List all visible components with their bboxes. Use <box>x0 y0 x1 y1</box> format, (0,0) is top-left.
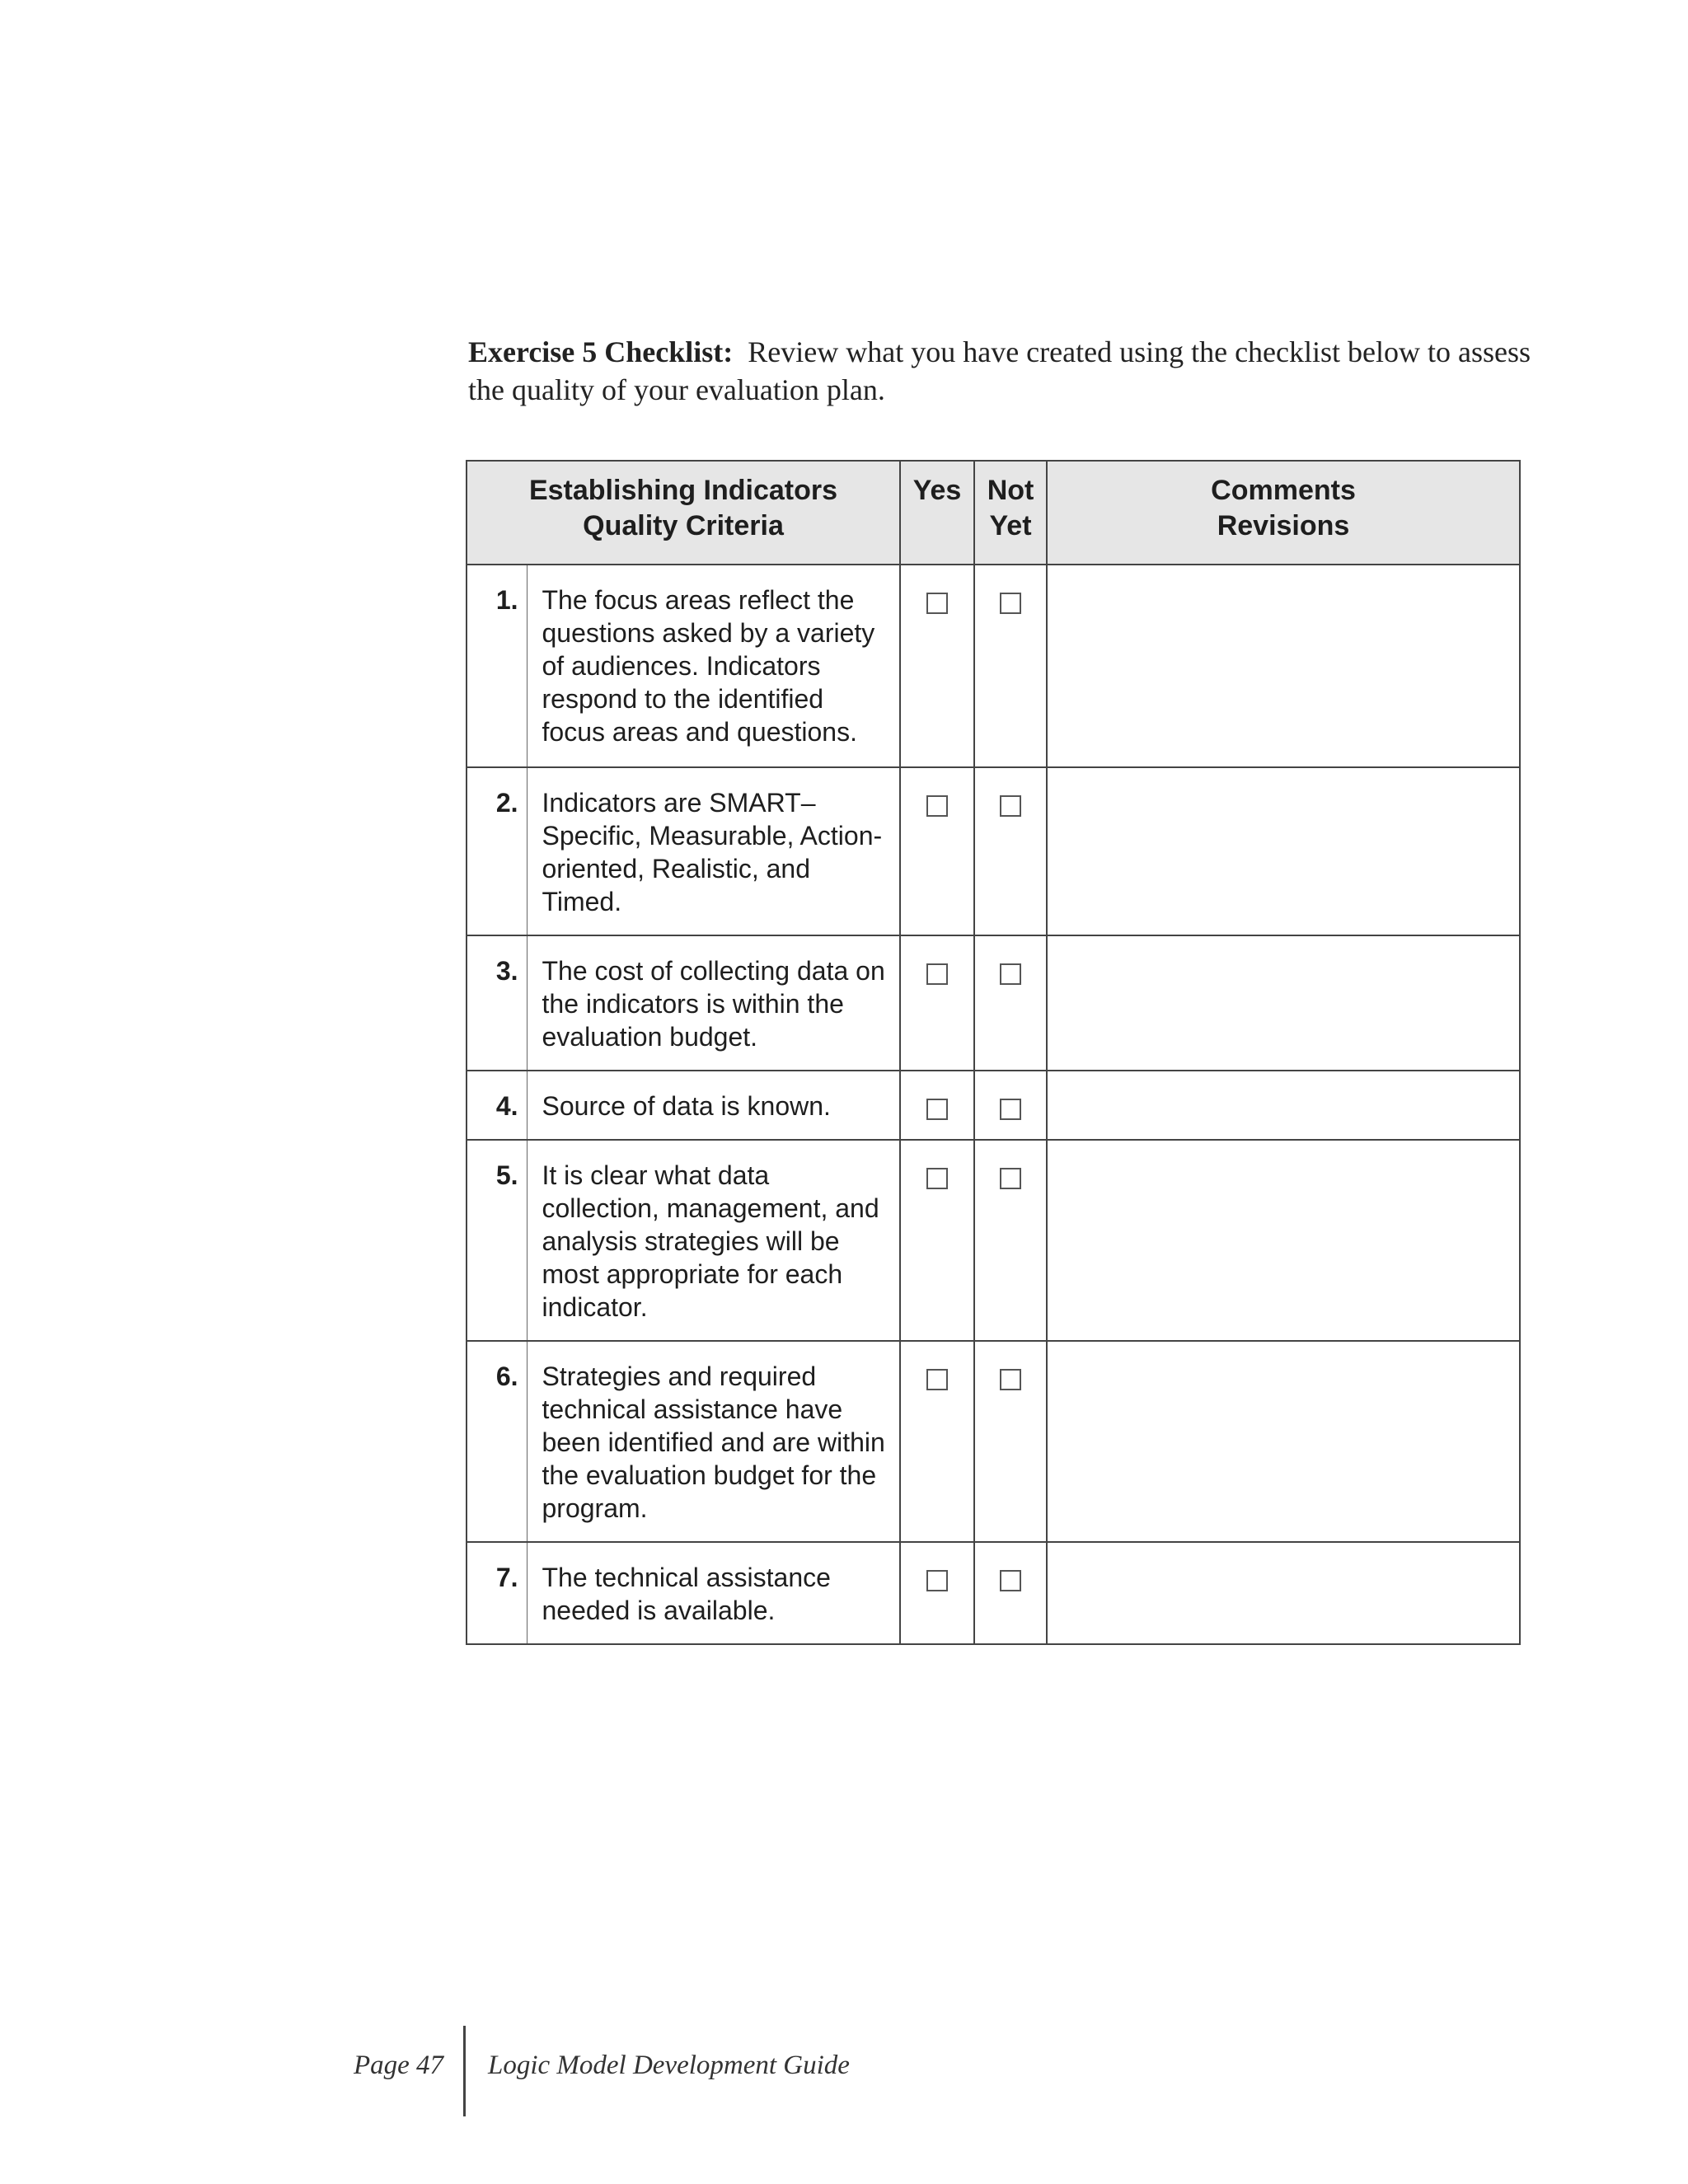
checklist-row <box>467 565 1520 767</box>
yes-cell <box>900 935 974 1071</box>
not-yet-checkbox[interactable] <box>1000 963 1021 985</box>
not-yet-checkbox[interactable] <box>1000 1369 1021 1390</box>
yes-checkbox[interactable] <box>926 963 948 985</box>
yes-checkbox[interactable] <box>926 1099 948 1120</box>
not-yet-checkbox[interactable] <box>1000 593 1021 614</box>
not-yet-column-header <box>974 461 1047 565</box>
not-yet-checkbox[interactable] <box>1000 795 1021 817</box>
yes-cell <box>900 1542 974 1644</box>
exercise-instructions: Review what you have created using the checklist below to assess the quality of your evaluation plan. <box>468 335 1531 406</box>
checklist-row <box>467 1341 1520 1542</box>
not-yet-cell <box>974 1071 1047 1140</box>
yes-header-label: Yes <box>912 475 962 506</box>
criteria-column-header <box>467 461 900 565</box>
not-yet-cell <box>974 767 1047 935</box>
not-yet-checkbox[interactable] <box>1000 1570 1021 1591</box>
yes-checkbox[interactable] <box>926 1168 948 1189</box>
not-yet-header-line1: Not <box>987 475 1034 506</box>
criterion-text: Source of data is known. <box>527 1071 900 1140</box>
comments-header-line1: Comments <box>1211 475 1356 506</box>
not-yet-cell <box>974 1542 1047 1644</box>
page-number: Page 47 <box>353 2050 443 2080</box>
document-title: Logic Model Development Guide <box>488 2050 850 2080</box>
not-yet-checkbox[interactable] <box>1000 1168 1021 1189</box>
checklist-row <box>467 935 1520 1071</box>
checklist-body <box>467 565 1520 1644</box>
page-footer <box>0 2026 1688 2116</box>
checklist-row <box>467 1542 1520 1644</box>
not-yet-cell <box>974 935 1047 1071</box>
criterion-number: 2. <box>467 767 527 935</box>
quality-criteria-checklist <box>466 460 1521 1645</box>
not-yet-cell <box>974 1140 1047 1341</box>
yes-checkbox[interactable] <box>926 795 948 817</box>
checklist-row <box>467 1071 1520 1140</box>
comments-header-line2: Revisions <box>1217 510 1350 541</box>
criterion-text: Strategies and required technical assistance have been identified and are within the evaluation budget for the program. <box>527 1341 900 1542</box>
not-yet-header-line2: Yet <box>989 510 1032 541</box>
criterion-number: 4. <box>467 1071 527 1140</box>
checklist-row <box>467 1140 1520 1341</box>
comments-cell[interactable] <box>1047 1341 1520 1542</box>
exercise-label: Exercise 5 Checklist: <box>468 335 734 368</box>
yes-cell <box>900 1071 974 1140</box>
criterion-number: 7. <box>467 1542 527 1644</box>
yes-cell <box>900 767 974 935</box>
comments-cell[interactable] <box>1047 767 1520 935</box>
comments-cell[interactable] <box>1047 935 1520 1071</box>
criteria-header-line1: Establishing Indicators <box>528 475 838 506</box>
criterion-number: 3. <box>467 935 527 1071</box>
yes-cell <box>900 1341 974 1542</box>
criterion-number: 5. <box>467 1140 527 1341</box>
comments-cell[interactable] <box>1047 1542 1520 1644</box>
criterion-text: The technical assistance needed is available. <box>527 1542 900 1644</box>
comments-cell[interactable] <box>1047 565 1520 767</box>
not-yet-checkbox[interactable] <box>1000 1099 1021 1120</box>
yes-checkbox[interactable] <box>926 593 948 614</box>
criteria-header-line2: Quality Criteria <box>583 510 784 541</box>
criterion-text: It is clear what data collection, management, and analysis strategies will be most appropriate for each indicator. <box>527 1140 900 1341</box>
yes-cell <box>900 565 974 767</box>
comments-column-header <box>1047 461 1520 565</box>
criterion-number: 6. <box>467 1341 527 1542</box>
not-yet-cell <box>974 565 1047 767</box>
yes-checkbox[interactable] <box>926 1570 948 1591</box>
criterion-text: The focus areas reflect the questions asked by a variety of audiences. Indicators respond to the identified focus areas and questions. <box>527 565 900 767</box>
criterion-text: Indicators are SMART–Specific, Measurable, Action-oriented, Realistic, and Timed. <box>527 767 900 935</box>
criterion-text: The cost of collecting data on the indicators is within the evaluation budget. <box>527 935 900 1071</box>
comments-cell[interactable] <box>1047 1140 1520 1341</box>
criterion-number: 1. <box>467 565 527 767</box>
checklist-row <box>467 767 1520 935</box>
yes-column-header <box>900 461 974 565</box>
yes-cell <box>900 1140 974 1341</box>
footer-divider <box>463 2026 466 2116</box>
checklist-header-row <box>467 461 1520 565</box>
comments-cell[interactable] <box>1047 1071 1520 1140</box>
yes-checkbox[interactable] <box>926 1369 948 1390</box>
not-yet-cell <box>974 1341 1047 1542</box>
exercise-intro <box>468 333 1531 409</box>
